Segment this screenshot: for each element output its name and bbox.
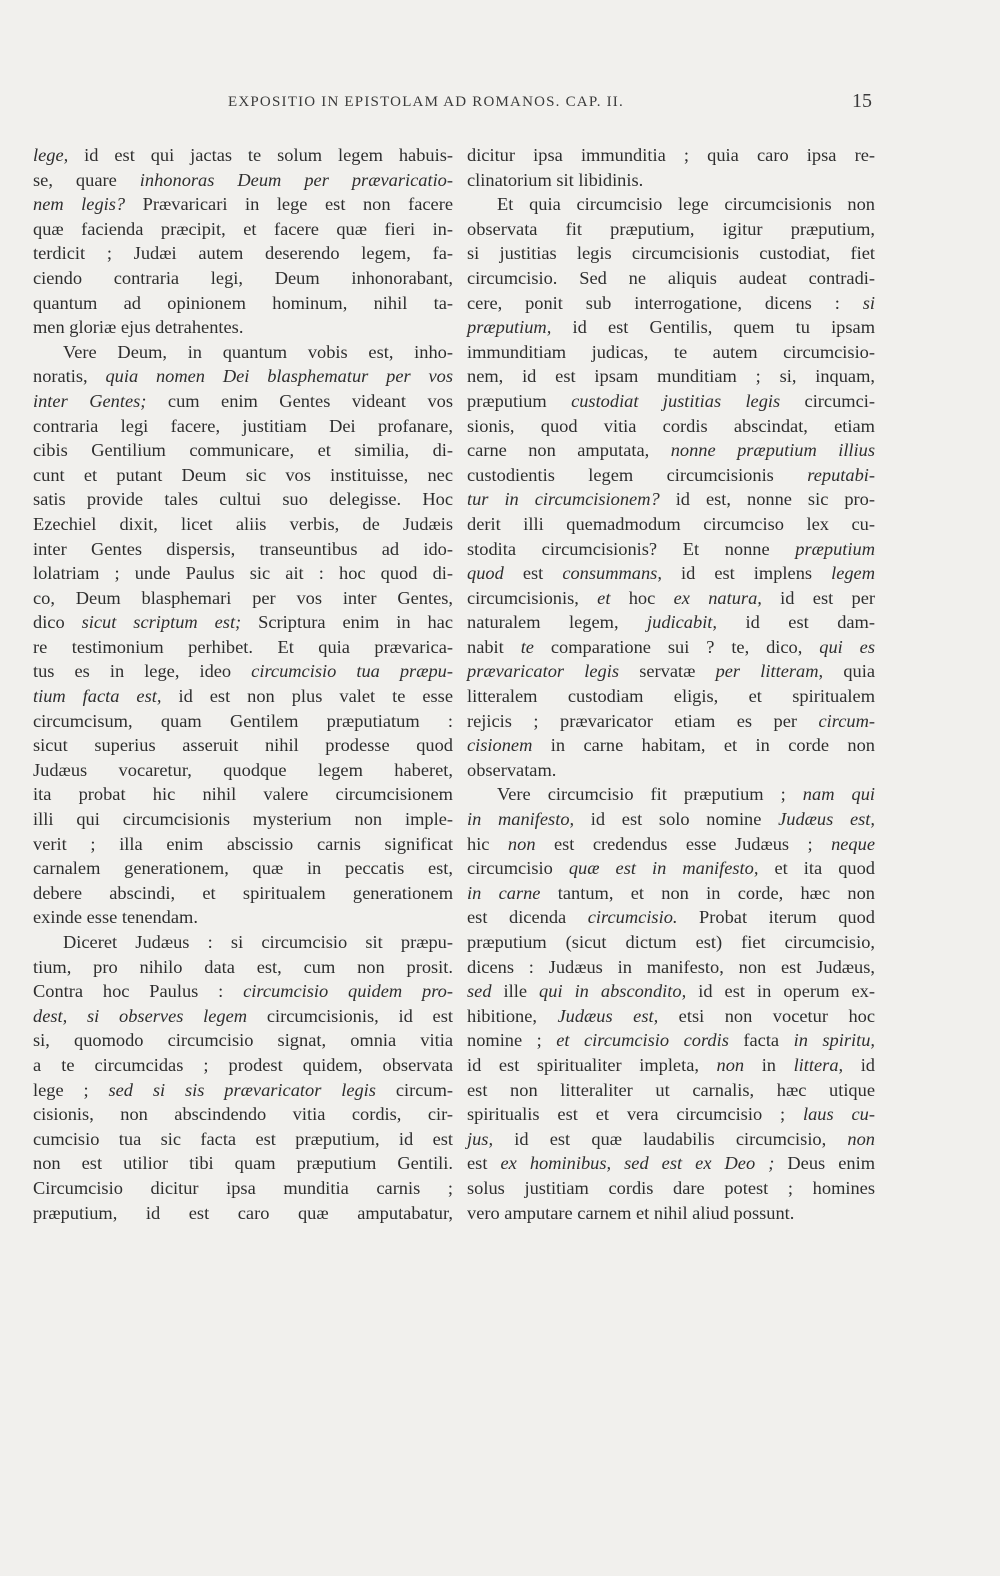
text-line: si, quomodo circumcisio signat, omnia vitia <box>33 1030 453 1051</box>
text-line: nabit te comparatione sui ? te, dico, qui es <box>467 636 875 657</box>
text-line: tur in circumcisionem? id est, nonne sic pro- <box>467 489 875 510</box>
running-title: EXPOSITIO IN EPISTOLAM AD ROMANOS. CAP. II. <box>228 94 624 110</box>
text-line: men gloriæ ejus detrahentes. <box>33 317 244 338</box>
text-line: quod est consummans, id est implens legem <box>467 563 876 584</box>
text-line: in carne tantum, et non in corde, hæc non <box>467 882 875 903</box>
text-line: nem, id est ipsam munditiam ; si, inquam, <box>467 366 875 387</box>
text-line: sicut superius asseruit nihil prodesse quod <box>33 735 453 756</box>
text-line: præputium (sicut dictum est) fiet circumcisio, <box>467 932 875 952</box>
text-line: Vere circumcisio fit præputium ; nam qui <box>497 784 875 805</box>
text-line: custodientis legem circumcisionis reputabi- <box>467 464 875 485</box>
text-line: contraria legi facere, justitiam Dei profanare, <box>33 415 453 436</box>
text-line: Judæus vocaretur, quodque legem haberet, <box>33 759 453 780</box>
text-line: est non litteraliter ut carnalis, hæc utique <box>467 1079 875 1100</box>
text-line: est dicenda circumcisio. Probat iterum quod <box>467 907 875 928</box>
text-line: cunt et putant Deum sic vos instituisse, nec <box>33 464 453 485</box>
text-line: Circumcisio dicitur ipsa munditia carnis ; <box>33 1177 453 1198</box>
text-line: dico sicut scriptum est; Scriptura enim in hac <box>33 612 453 633</box>
text-line: circumcisionis, et hoc ex natura, id est per <box>467 587 875 608</box>
text-line: re testimonium perhibet. Et quia prævarica- <box>33 636 453 657</box>
text-line: non est utilior tibi quam præputium Gentili. <box>33 1153 453 1174</box>
text-line: exinde esse tenendam. <box>33 907 198 928</box>
text-line: rejicis ; prævaricator etiam es per circum- <box>467 710 875 731</box>
text-line: prævaricator legis servatæ per litteram, quia <box>467 661 875 682</box>
text-line: Contra hoc Paulus : circumcisio quidem pro- <box>33 981 453 1002</box>
text-line: carnalem generationem, quæ in peccatis est, <box>33 858 453 879</box>
text-line: se, quare inhonoras Deum per prævaricatio- <box>33 169 454 190</box>
text-line: solus justitiam cordis dare potest ; homines <box>467 1177 875 1198</box>
text-line: lege ; sed si sis prævaricator legis circum- <box>33 1079 454 1100</box>
text-line: cibis Gentilium communicare, et similia, di- <box>33 440 453 461</box>
text-line: lege, id est qui jactas te solum legem habuis- <box>33 145 453 165</box>
text-line: dest, si observes legem circumcisionis, id est <box>33 1005 453 1026</box>
text-line: vero amputare carnem et nihil aliud possunt. <box>467 1202 795 1223</box>
text-line: Diceret Judæus : si circumcisio sit præpu- <box>63 932 453 952</box>
page-number: 15 <box>852 90 872 112</box>
text-line: ita probat hic nihil valere circumcisionem <box>33 784 453 805</box>
text-line: naturalem legem, judicabit, id est dam- <box>467 612 875 633</box>
text-line: tus es in lege, ideo circumcisio tua præpu- <box>33 661 453 682</box>
text-line: clinatorium sit libidinis. <box>467 169 644 190</box>
text-line: Vere Deum, in quantum vobis est, inho- <box>63 341 453 362</box>
text-line: debere abscindi, et spiritualem generationem <box>33 882 453 903</box>
text-line: lolatriam ; unde Paulus sic ait : hoc quod di- <box>33 563 453 584</box>
text-line: nomine ; et circumcisio cordis facta in spiritu, <box>467 1030 875 1051</box>
text-line: hic non est credendus esse Judæus ; neque <box>467 833 875 854</box>
text-line: cisionis, non abscindendo vitia cordis, cir- <box>33 1104 453 1125</box>
text-line: litteralem custodiam eligis, et spiritualem <box>467 686 875 707</box>
text-line: id est spiritualiter impleta, non in littera, id <box>467 1054 875 1075</box>
text-line: co, Deum blasphemari per vos inter Gentes, <box>33 587 453 608</box>
text-line: illi qui circumcisionis mysterium non imple- <box>33 809 453 830</box>
text-line: jus, id est quæ laudabilis circumcisio, non <box>467 1128 875 1149</box>
text-line: dicens : Judæus in manifesto, non est Judæus, <box>467 956 875 977</box>
text-line: dicitur ipsa immunditia ; quia caro ipsa re- <box>467 145 875 165</box>
text-line: noratis, quia nomen Dei blasphematur per vos <box>33 366 453 387</box>
text-line: circumcisum, quam Gentilem præputiatum : <box>33 710 453 731</box>
text-line: derit illi quemadmodum circumciso lex cu- <box>467 513 875 534</box>
text-line: a te circumcidas ; prodest quidem, observata <box>33 1054 453 1075</box>
text-line: nem legis? Prævaricari in lege est non facere <box>33 194 453 215</box>
text-line: inter Gentes dispersis, transeuntibus ad ido- <box>33 538 453 559</box>
text-line: circumcisio. Sed ne aliquis audeat contradi- <box>467 267 875 288</box>
text-line: quæ facienda præcipit, et facere quæ fieri in- <box>33 218 453 239</box>
text-line: tium facta est, id est non plus valet te esse <box>33 686 453 707</box>
text-line: carne non amputata, nonne præputium illius <box>467 440 876 461</box>
text-line: stodita circumcisionis? Et nonne præputium <box>467 538 875 559</box>
text-line: hibitione, Judæus est, etsi non vocetur hoc <box>467 1005 876 1026</box>
text-line: sed ille qui in abscondito, id est in operum ex- <box>467 981 875 1002</box>
text-line: est ex hominibus, sed est ex Deo ; Deus enim <box>467 1153 875 1174</box>
text-line: cisionem in carne habitam, et in corde non <box>467 735 875 756</box>
text-line: verit ; illa enim abscissio carnis significat <box>33 833 453 854</box>
text-line: immunditiam judicas, te autem circumcisio- <box>467 341 875 362</box>
right-column <box>467 143 875 1225</box>
text-line: satis provide tales cultui suo delegisse. Hoc <box>33 489 453 510</box>
text-line: cere, ponit sub interrogatione, dicens : si <box>467 292 875 313</box>
text-line: præputium, id est Gentilis, quem tu ipsam <box>467 317 875 338</box>
text-line: tium, pro nihilo data est, cum non prosit. <box>33 956 453 977</box>
text-line: inter Gentes; cum enim Gentes videant vos <box>33 390 454 411</box>
text-line: observata fit præputium, igitur præputium, <box>467 218 875 239</box>
text-line: Et quia circumcisio lege circumcisionis non <box>497 194 875 215</box>
left-column <box>33 143 453 1225</box>
text-line: observatam. <box>467 759 557 780</box>
text-line: si justitias legis circumcisionis custodiat, fiet <box>467 243 875 264</box>
text-line: præputium custodiat justitias legis circumci- <box>467 390 875 411</box>
text-line: spiritualis est et vera circumcisio ; laus cu- <box>467 1104 875 1125</box>
text-line: terdicit ; Judæi autem deserendo legem, fa- <box>33 243 453 264</box>
text-line: quantum ad opinionem hominum, nihil ta- <box>33 292 453 313</box>
running-head <box>0 90 1000 118</box>
text-line: circumcisio quæ est in manifesto, et ita quod <box>467 858 875 879</box>
text-line: Ezechiel dixit, licet aliis verbis, de Judæis <box>33 513 453 534</box>
text-line: cumcisio tua sic facta est præputium, id est <box>33 1128 453 1149</box>
text-line: ciendo contraria legi, Deum inhonorabant, <box>33 267 453 288</box>
text-line: in manifesto, id est solo nomine Judæus est, <box>467 809 875 830</box>
text-line: sionis, quod vitia cordis abscindat, etiam <box>467 415 875 436</box>
text-line: præputium, id est caro quæ amputabatur, <box>33 1202 453 1223</box>
